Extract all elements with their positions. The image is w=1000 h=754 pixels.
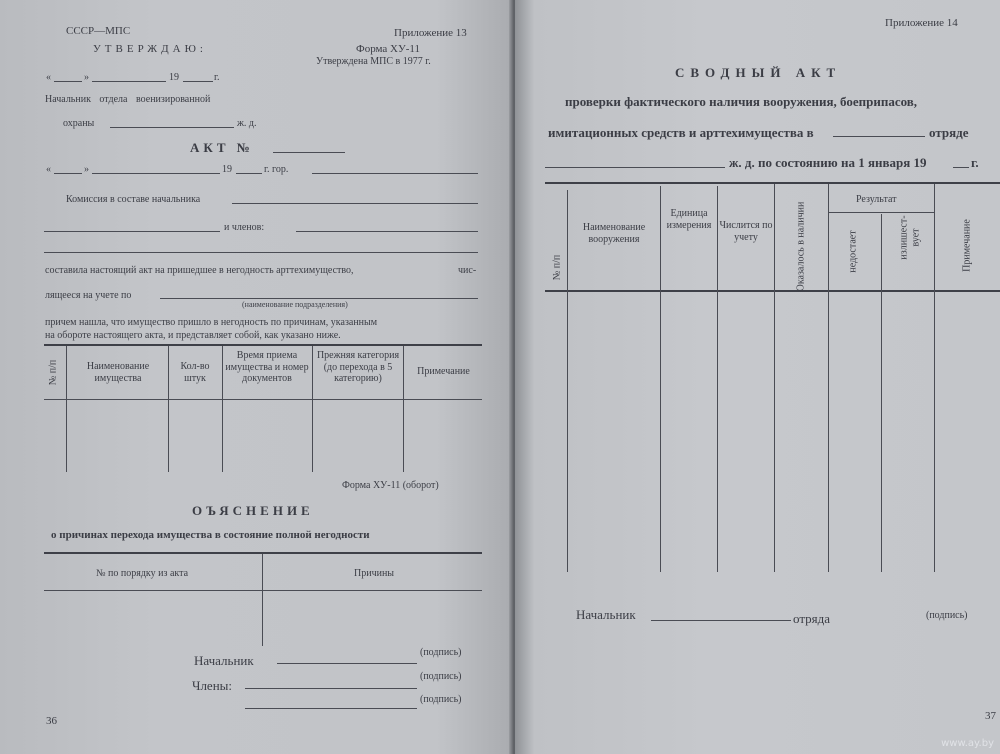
squad-label: отряда (793, 611, 831, 626)
members-label: и членов: (224, 222, 265, 233)
approve-label: УТВЕРЖДАЮ: (93, 43, 207, 55)
right-page (515, 0, 1000, 754)
date-year: 19 (169, 72, 179, 83)
summary-line-2: имитационных средств и арттехимущества в (548, 125, 814, 140)
railway-abbr: ж. д. (237, 118, 257, 129)
members-sign-label: Члены: (192, 678, 233, 693)
summary-line-3: ж. д. по состоянию на 1 января 19 (729, 155, 927, 170)
act-title: АКТ № (190, 140, 254, 155)
summary-line-2-end: отряде (929, 125, 969, 140)
found-line-1: причем нашла, что имущество пришло в негодность по причинам, указанным (45, 317, 378, 328)
signature-1: (подпись) (420, 647, 462, 658)
rth-excess: излишест-вует (898, 215, 921, 260)
approved-by: Утверждена МПС в 1977 г. (316, 56, 431, 67)
left-page: СССР—МПС УТВЕРЖДАЮ: Приложение 13 Форма ХУ-11 Утверждена МПС в 1977 г. « » 19 г. Начальник отдела военизированной охраны ж. д. АКТ № « » 19 г. гор. Комиссия в составе начальника и членов: составила настоящий акт на пришедшее в негодность арттехимущество, чис- лящееся на учете по (наименование подразделения) причем нашла, что имущество пришло в негодность по причинам, указанным на обороте настоящего акта, и представляет собой, как указано ниже. № п/п Наименование имущества Кол-во штук Время приема имущества и номер документов Прежняя категория (до перехода в 5 категорию) Примечание Форма ХУ-11 (оборот) ОЪЯСНЕНИЕ о причинах перехода имущества в состояние полной негодности № по порядку из акта Причины Начальник (подпись) Члены: (подпись) (подпись) 36 (0, 0, 513, 754)
right-signature: (подпись) (926, 610, 968, 621)
rth-found: Оказалось в наличии (795, 201, 807, 292)
explanation-title: ОЪЯСНЕНИЕ (192, 503, 314, 518)
expl-th-num: № по порядку из акта (96, 568, 189, 579)
date-close-quote: » (84, 72, 89, 83)
found-line-2: на обороте настоящего акта, и представляет собой, как указано ниже. (45, 330, 341, 341)
org-name: СССР—МПС (66, 25, 131, 37)
form-back: Форма ХУ-11 (оборот) (342, 480, 439, 491)
th-prev-cat: Прежняя категория (до перехода в 5 категорию) (316, 350, 400, 384)
date2-suffix: г. гор. (264, 164, 289, 175)
chief-line-2: охраны (63, 118, 95, 129)
summary-line-3-end: г. (971, 155, 979, 170)
explanation-subtitle: о причинах перехода имущества в состояние полной негодности (51, 529, 370, 541)
rth-shortage: недостает (847, 230, 859, 273)
commission-label: Комиссия в составе начальника (66, 194, 201, 205)
listed-text-2: лящееся на учете по (45, 290, 132, 301)
th-time: Время приема имущества и номер документов (225, 350, 309, 384)
composed-text: составила настоящий акт на пришедшее в негодность арттехимущество, (45, 265, 354, 276)
th-note: Примечание (417, 366, 470, 377)
signature-2: (подпись) (420, 671, 462, 682)
page-number-right: 37 (985, 710, 996, 722)
summary-title: СВОДНЫЙ АКТ (675, 65, 842, 80)
th-name: Наименование имущества (86, 361, 150, 384)
expl-th-reasons: Причины (354, 568, 395, 579)
date-open-quote: « (46, 72, 51, 83)
appendix-14: Приложение 14 (885, 17, 958, 29)
th-num: № п/п (47, 359, 59, 386)
right-chief-label: Начальник (576, 607, 636, 622)
rth-listed: Числится по учету (719, 220, 773, 243)
listed-text: чис- (458, 265, 477, 276)
page-number-left: 36 (46, 715, 57, 727)
watermark: www.ay.by (941, 738, 994, 749)
rth-result: Результат (856, 194, 897, 205)
rth-name: Наименование вооружения (582, 222, 646, 245)
rth-num: № п/п (551, 254, 563, 281)
th-qty: Кол-во штук (180, 361, 210, 384)
summary-line-1: проверки фактического наличия вооружения, боеприпасов, (565, 94, 918, 109)
date-year-suffix: г. (214, 72, 220, 83)
rth-unit: Единица измерения (666, 208, 712, 231)
chief-label: Начальник (194, 653, 254, 668)
chief-line-1: Начальник отдела военизированной (45, 94, 211, 105)
rth-note: Примечание (961, 219, 973, 272)
date2-year: 19 (222, 164, 232, 175)
signature-3: (подпись) (420, 694, 462, 705)
appendix-13: Приложение 13 (394, 27, 467, 39)
form-label: Форма ХУ-11 (356, 43, 421, 55)
subdivision-hint: (наименование подразделения) (242, 300, 348, 309)
